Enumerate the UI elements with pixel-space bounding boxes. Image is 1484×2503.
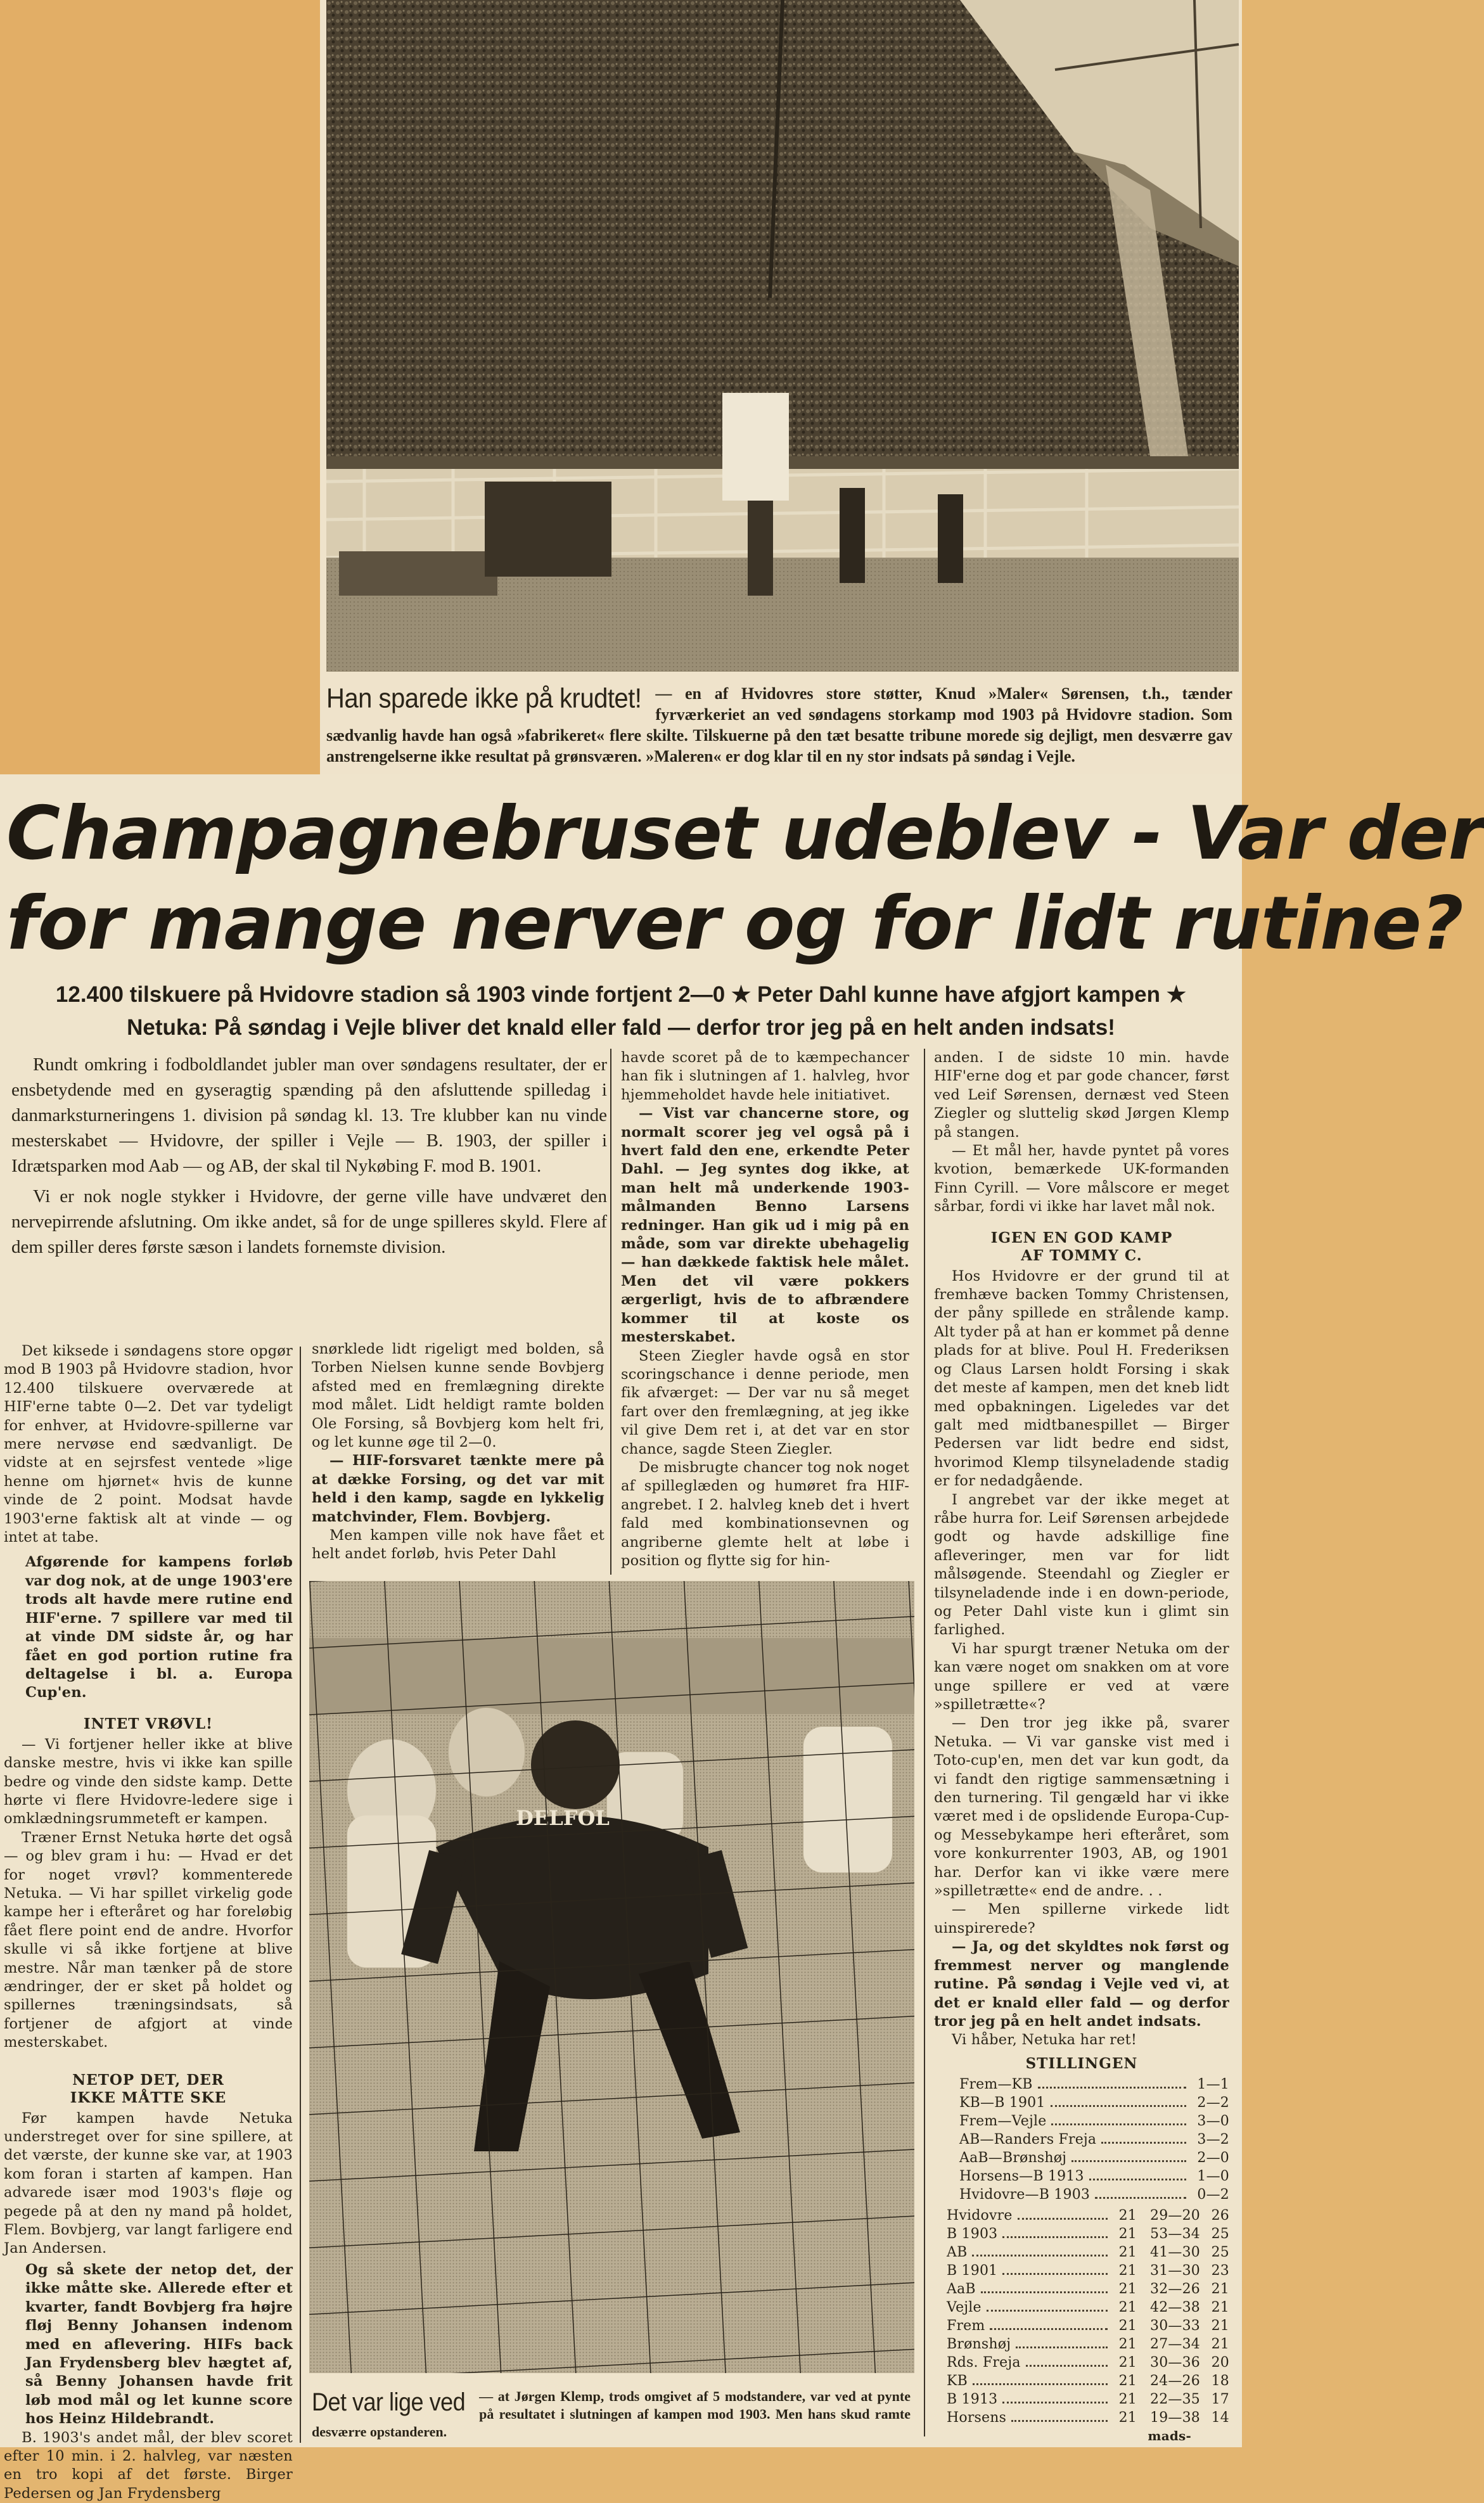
headline-line-1: Champagnebruset udeblev - Var der xyxy=(6,791,1484,876)
goal-difference: 30—36 xyxy=(1150,2354,1200,2371)
points: 21 xyxy=(1211,2281,1229,2297)
result-match: Hvidovre—B 1903 xyxy=(959,2186,1091,2203)
league-row xyxy=(934,2298,1229,2317)
points: 17 xyxy=(1211,2391,1229,2407)
league-row xyxy=(934,2390,1229,2409)
league-row xyxy=(934,2317,1229,2335)
standings-title: STILLINGEN xyxy=(1025,2054,1138,2072)
points: 25 xyxy=(1211,2244,1229,2260)
leader-dots xyxy=(987,2298,1108,2312)
col4-paragraph: I angrebet var der ikke meget at råbe hurra for. Leif Sørensen arbejdede godt og havde adskillige fine afleveringer, men var for lidt målsøgende. Steendahl og Ziegler er tilsyneladende inde i en down-periode, og Peter Dahl viste kun i glimt sin farlighed. xyxy=(934,1491,1229,1639)
col4-paragraph: Vi håber, Netuka har ret! xyxy=(952,2032,1137,2049)
leader-dots xyxy=(1026,2353,1108,2367)
league-table xyxy=(934,2206,1229,2427)
points: 21 xyxy=(1211,2299,1229,2315)
column-rule xyxy=(924,1049,925,2436)
points: 26 xyxy=(1211,2207,1229,2224)
goal-difference: 41—30 xyxy=(1150,2244,1200,2260)
goalkeeper-photo xyxy=(309,1581,914,2373)
col2-paragraph: snørklede lidt rigeligt med bolden, så Torben Nielsen kunne sende Bovbjerg afsted med en fremlægning direkte mod målet. Lidt heldigt ramte bolden Ole Forsing, så Bovbjerg kom helt fri, og let kunne øge til 2—0. xyxy=(312,1341,604,1451)
games-played: 21 xyxy=(1118,2244,1137,2260)
league-row xyxy=(934,2409,1229,2427)
leader-dots xyxy=(972,2243,1108,2257)
result-row xyxy=(934,2075,1229,2094)
trailing-fragment: mads- xyxy=(1148,2428,1191,2443)
team-name: Brønshøj xyxy=(947,2336,1011,2352)
subheading-line: IGEN EN GOD KAMP xyxy=(990,1229,1173,1246)
top-caption-headline: Han sparede ikke på krudtet! xyxy=(326,682,642,714)
goal-difference: 30—33 xyxy=(1150,2317,1200,2334)
games-played: 21 xyxy=(1118,2336,1137,2352)
col3-bold-paragraph: — Vist var chancerne store, og normalt scorer jeg vel også på i hvert fald den ene, erkendte Peter Dahl. — Jeg syntes dog ikke, at man helt må underkende 1903-målmanden Benno Larsens redninger. Han gik ud i mig på en måde, som var direkte ubehagelig — han dækkede faktisk hele målet. Men det vil være pokkers ærgerligt, hvis de to afbrændere kommer til at koste os mesterskabet. xyxy=(621,1105,909,1346)
leader-dots xyxy=(1002,2225,1108,2238)
result-score: 1—0 xyxy=(1197,2168,1229,2184)
col2-paragraph: Men kampen ville nok have fået et helt andet forløb, hvis Peter Dahl xyxy=(312,1527,604,1563)
result-row xyxy=(934,2167,1229,2186)
bottom-caption-headline: Det var lige ved xyxy=(312,2387,466,2416)
team-name: B 1913 xyxy=(947,2391,998,2407)
leader-dots xyxy=(1002,2390,1108,2404)
league-row xyxy=(934,2206,1229,2225)
team-name: Horsens xyxy=(947,2409,1007,2426)
col1-paragraph: Det kiksede i søndagens store opgør mod B 1903 på Hvidovre stadion, hvor 12.400 tilskuere overværede at HIF'erne tabte 0—2. Det var tydeligt for enhver, at Hvidovre-spillerne var mere nervøse end sædvanligt. De vidste at en sejrsfest ventede »lige henne om hjørnet« hvis de kunne vinde de 2 point. Modsat havde 1903'erne faktisk alt at vinde — og intet at tabe. xyxy=(4,1343,293,1546)
col3-paragraph: havde scoret på de to kæmpechancer han fik i slutningen af 1. halvleg, hvor hjemmeholdet havde hele initiativet. xyxy=(621,1049,909,1103)
games-played: 21 xyxy=(1118,2391,1137,2407)
games-played: 21 xyxy=(1118,2281,1137,2297)
games-played: 21 xyxy=(1118,2262,1137,2279)
goal-difference: 42—38 xyxy=(1150,2299,1200,2315)
column-4 xyxy=(934,1049,1229,2445)
leader-dots xyxy=(973,2372,1108,2385)
main-headline xyxy=(6,789,1484,969)
team-name: Hvidovre xyxy=(947,2207,1013,2224)
col2-bold-paragraph: — HIF-forsvaret tænkte mere på at dække Forsing, og det var mit held i den kamp, sagde en lykkelig matchvinder, Flem. Bovbjerg. xyxy=(312,1452,604,1525)
stadium-crowd-photo xyxy=(326,0,1239,672)
leader-dots xyxy=(1002,2262,1108,2275)
col4-bold-paragraph: — Ja, og det skyldtes nok først og fremmest nerver og manglende rutine. På søndag i Vejle ved vi, at det er knald eller fald — og derfor tror jeg på en helt andet indsats. xyxy=(934,1938,1229,2030)
games-played: 21 xyxy=(1118,2225,1137,2242)
goal-difference: 24—26 xyxy=(1150,2372,1200,2389)
league-row xyxy=(934,2262,1229,2280)
goal-difference: 19—38 xyxy=(1150,2409,1200,2426)
lead-paragraph: Rundt omkring i fodboldlandet jubler man over søndagens resultater, der er ensbetydende med en gyseragtig spænding på den afsluttende spilledag i danmarksturneringens 1. division på søndag kl. 13. Tre klubber kan nu vinde mesterskabet — Hvidovre, der spiller i Vejle — B. 1903, der spiller i Idrætsparken mod Aab — og AB, der skal til Nykøbing F. mod B. 1901. xyxy=(11,1054,607,1176)
stadium-crowd-image xyxy=(326,0,1239,672)
headline-line-2: for mange nerver og for lidt rutine? xyxy=(6,881,1463,966)
result-score: 3—0 xyxy=(1197,2113,1229,2129)
col3-paragraph: Steen Ziegler havde også en stor scoringschance i denne periode, men fik afværget: — Der var nu så meget fart over den fremlægning, at jeg ikke vil give Dem ret i, at det var en stor chance, sagde Steen Ziegler. xyxy=(621,1347,909,1457)
points: 18 xyxy=(1211,2372,1229,2389)
goal-difference: 22—35 xyxy=(1150,2391,1200,2407)
result-score: 1—1 xyxy=(1197,2076,1229,2092)
leader-dots xyxy=(1018,2206,1108,2220)
col4-paragraph: — Et mål her, havde pyntet på vores kvotion, bemærkede UK-formanden Finn Cyrill. — Vore målscore er meget sårbar, fordi vi ikke har lavet mål nok. xyxy=(934,1143,1229,1215)
column-2 xyxy=(312,1340,604,1564)
col4-paragraph: — Den tror jeg ikke på, svarer Netuka. — Vi var ganske vist med i Toto-cup'en, men det var kun godt, da vi fandt den rigtige sammensætning i den turnering. Til gengæld har vi ikke været med i de opslidende Europa-Cup- og Messebykampe heri efteråret, som vore konkurrenter 1903, AB, og 1901 har. Derfor kan vi ikke være mere »spilletrætte« end de andre. . . xyxy=(934,1715,1229,1900)
top-photo-caption xyxy=(326,683,1232,767)
team-name: Rds. Freja xyxy=(947,2354,1021,2371)
games-played: 21 xyxy=(1118,2299,1137,2315)
result-match: Frem—KB xyxy=(959,2076,1033,2092)
league-row xyxy=(934,2225,1229,2243)
points: 21 xyxy=(1211,2317,1229,2334)
top-caption-text: — en af Hvidovres store støtter, Knud »Maler« Sørensen, t.h., tænder fyrværkeriet an ved søndagens storkamp mod 1903 på Hvidovre stadion. Som sædvanlig havde han også »fabrikeret« flere skilte. Tilskuerne på den tæt besatte tribune morede sig dejligt, men desværre gav anstrengelserne ikke resultat på grønsværen. »Maleren« er dog klar til en ny stor indsats på søndag i Vejle. xyxy=(326,684,1232,765)
leader-dots xyxy=(990,2317,1108,2330)
team-name: AaB xyxy=(947,2281,976,2297)
column-rule xyxy=(300,1347,301,2443)
col1-paragraph: Før kampen havde Netuka understreget over for sine spillere, at det værste, der kunne ske var, at 1903 kom foran i starten af kampen. Han advarede især mod 1903's fløje og pegede på at den ny mand på holdet, Flem. Bovbjerg, var langt farligere end Jan Andersen. xyxy=(4,2109,293,2257)
result-row xyxy=(934,2130,1229,2149)
result-score: 2—2 xyxy=(1197,2094,1229,2111)
games-played: 21 xyxy=(1118,2354,1137,2371)
result-match: Horsens—B 1913 xyxy=(959,2168,1084,2184)
goal-difference: 31—30 xyxy=(1150,2262,1200,2279)
goal-difference: 29—20 xyxy=(1150,2207,1200,2224)
result-score: 2—0 xyxy=(1197,2149,1229,2166)
result-score: 3—2 xyxy=(1197,2131,1229,2148)
col4-paragraph: — Men spillerne virkede lidt uinspirerede? xyxy=(934,1901,1229,1936)
league-row xyxy=(934,2280,1229,2298)
team-name: Vejle xyxy=(947,2299,982,2315)
games-played: 21 xyxy=(1118,2372,1137,2389)
leader-dots xyxy=(1016,2335,1108,2348)
standings-table xyxy=(934,2055,1229,2445)
subheadline-2: Netuka: På søndag i Vejle bliver det knald eller fald — derfor tror jeg på en helt anden indsats! xyxy=(127,1015,1115,1040)
article-lead xyxy=(11,1052,607,1260)
lead-paragraph: Vi er nok nogle stykker i Hvidovre, der gerne ville have undværet den nervepirrende afslutning. Om ikke andet, så for de unge spilleres skyld. Flere af dem spiller deres første sæson i landets fornemste division. xyxy=(11,1186,607,1257)
cardboard-backing xyxy=(0,0,326,776)
goalkeeper-image xyxy=(309,1581,914,2373)
points: 20 xyxy=(1211,2354,1229,2371)
subheading-intet-vroevl: INTET VRØVL! xyxy=(83,1715,214,1732)
leader-dots xyxy=(1038,2075,1186,2089)
leader-dots xyxy=(1051,2112,1186,2125)
match-results xyxy=(934,2075,1229,2204)
result-match: Frem—Vejle xyxy=(959,2113,1047,2129)
leader-dots xyxy=(981,2280,1108,2293)
subheading-line: IKKE MÅTTE SKE xyxy=(70,2089,227,2106)
leader-dots xyxy=(1095,2186,1186,2199)
goal-difference: 32—26 xyxy=(1150,2281,1200,2297)
col1-bold-paragraph: Afgørende for kampens forløb var dog nok, at de unge 1903'ere trods alt havde mere rutine end HIF'erne. 7 spillere var med til at vinde DM sidste år, og har fået en god portion rutine fra deltagelse i bl. a. Europa Cup'en. xyxy=(25,1554,293,1701)
result-row xyxy=(934,2112,1229,2130)
leader-dots xyxy=(1071,2149,1186,2162)
team-name: AB xyxy=(947,2244,968,2260)
result-match: AB—Randers Freja xyxy=(959,2131,1097,2148)
col3-paragraph: De misbrugte chancer tog nok noget af spilleglæden og humøret fra HIF-angrebet. I 2. halvleg kneb det i hvert fald med kombinationsevnen og angriberne glemte helt at løbe i position og flytte sig for hin- xyxy=(621,1459,909,1569)
leader-dots xyxy=(1101,2130,1186,2144)
col1-bold-paragraph: Og så skete der netop det, der ikke måtte ske. Allerede efter et kvarter, fandt Bovbjerg fra højre fløj Benny Johansen indenom med en aflevering. HIFs back Jan Frydensberg blev hægtet af, så Benny Johansen havde frit løb mod mål og let kunne score hos Heinz Hildebrandt. xyxy=(25,2261,293,2428)
column-3 xyxy=(621,1049,909,1570)
goal-difference: 27—34 xyxy=(1150,2336,1200,2352)
games-played: 21 xyxy=(1118,2409,1137,2426)
bottom-photo-caption xyxy=(312,2388,911,2441)
result-score: 0—2 xyxy=(1197,2186,1229,2203)
col1-paragraph: B. 1903's andet mål, der blev scoret efter 10 min. i 2. halvleg, var næsten en tro kopi af det første. Birger Pedersen og Jan Frydensberg xyxy=(4,2429,293,2502)
result-row xyxy=(934,2186,1229,2204)
points: 14 xyxy=(1211,2409,1229,2426)
points: 25 xyxy=(1211,2225,1229,2242)
col1-paragraph: Træner Ernst Netuka hørte det også — og blev gram i hu: — Hvad er det for noget vrøvl? kommenterede Netuka. — Vi har spillet virkelig gode kampe her i efteråret og har foreløbig fået flere point end de andre. Hvorfor skulle vi så ikke fortjene at blive mestre. Når man tænker på de store ændringer, der er sket på holdet og spillernes træningsindsats, så fortjener de afgjort at vinde mesterskabet. xyxy=(4,1829,293,2051)
points: 21 xyxy=(1211,2336,1229,2352)
column-rule xyxy=(610,1049,611,1575)
result-match: KB—B 1901 xyxy=(959,2094,1046,2111)
league-row xyxy=(934,2353,1229,2372)
games-played: 21 xyxy=(1118,2317,1137,2334)
result-row xyxy=(934,2094,1229,2112)
league-row xyxy=(934,2372,1229,2390)
points: 23 xyxy=(1211,2262,1229,2279)
team-name: KB xyxy=(947,2372,968,2389)
games-played: 21 xyxy=(1118,2207,1137,2224)
team-name: Frem xyxy=(947,2317,985,2334)
team-name: B 1903 xyxy=(947,2225,998,2242)
column-1 xyxy=(4,1342,293,2503)
col4-paragraph: Hos Hvidovre er der grund til at fremhæve backen Tommy Christensen, der påny spillede en strålende kamp. Alt tyder på at han er kommet på denne plads for at blive. Poul H. Frederiksen og Claus Larsen holdt Forsing i skak det meste af kampen, men det kneb lidt med opbakningen. Ligeledes var det galt med midtbanespillet — Birger Pedersen var lidt bedre end sidst, hvorimod Klemp tilsyneladende stadig er for nedadgående. xyxy=(934,1267,1229,1490)
subheading-line: AF TOMMY C. xyxy=(1021,1246,1142,1264)
subheadline-1: 12.400 tilskuere på Hvidovre stadion så 1903 vinde fortjent 2—0 ★ Peter Dahl kunne have afgjort kampen ★ xyxy=(55,982,1187,1007)
league-row xyxy=(934,2335,1229,2353)
team-name: B 1901 xyxy=(947,2262,998,2279)
subheading-igen-en-god-kamp xyxy=(934,1229,1229,1265)
bottom-caption-text: — at Jørgen Klemp, trods omgivet af 5 modstandere, var ved at pynte på resultatet i slutningen af kampen mod 1903. Men hans skud ramte desværre opstanderen. xyxy=(312,2388,911,2440)
league-row xyxy=(934,2243,1229,2262)
col4-paragraph: Vi har spurgt træner Netuka om der kan være noget om snakken om at vore unge spillere er ved at være »spilletrætte«? xyxy=(934,1640,1229,1713)
col1-paragraph: — Vi fortjener heller ikke at blive danske mestre, hvis vi ikke kan spille bedre og vinde den sidste kamp. Dette hørte vi flere Hvidovre-ledere sige i omklædningsrummeteft er kampen. xyxy=(4,1736,293,1828)
subheading-netop-det xyxy=(4,2071,293,2107)
leader-dots xyxy=(1011,2409,1108,2422)
result-match: AaB—Brønshøj xyxy=(959,2149,1067,2166)
result-row xyxy=(934,2149,1229,2167)
leader-dots xyxy=(1051,2094,1186,2107)
leader-dots xyxy=(1089,2167,1186,2180)
col4-paragraph: anden. I de sidste 10 min. havde HIF'erne dog et par gode chancer, først ved Leif Sørensen, dernæst ved Steen Ziegler og sluttelig skød Jørgen Klemp på stangen. xyxy=(934,1049,1229,1141)
goal-difference: 53—34 xyxy=(1150,2225,1200,2242)
subheading-line: NETOP DET, DER xyxy=(72,2071,224,2089)
